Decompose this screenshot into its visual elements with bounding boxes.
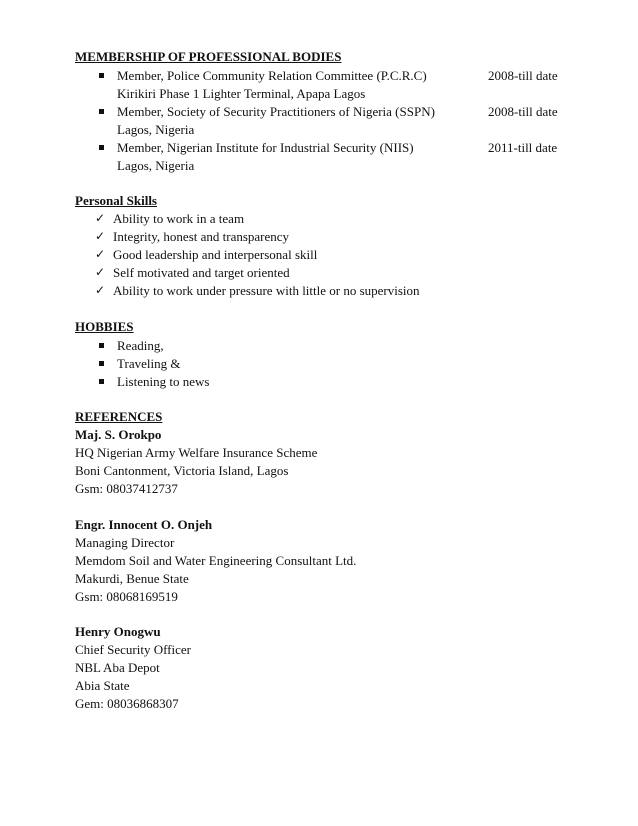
membership-item-1-line1: Member, Police Community Relation Committee (P.C.R.C)	[117, 68, 427, 83]
membership-item-3-line2: Lagos, Nigeria	[117, 158, 195, 173]
membership-item-1-line2: Kirikiri Phase 1 Lighter Terminal, Apapa Lagos	[117, 86, 366, 101]
skills-heading: Personal Skills	[75, 193, 157, 208]
reference-3-name: Henry Onogwu	[75, 624, 161, 639]
reference-3-phone: Gem: 08036868307	[75, 696, 179, 711]
membership-heading: MEMBERSHIP OF PROFESSIONAL BODIES	[75, 49, 342, 64]
membership-item-2-line1: Member, Society of Security Practitioners of Nigeria (SSPN)	[117, 104, 435, 119]
skill-item: Good leadership and interpersonal skill	[113, 247, 318, 262]
checkmark-icon: ✓	[95, 283, 106, 297]
bullet-icon	[99, 379, 104, 384]
skill-item: Ability to work in a team	[113, 211, 245, 226]
reference-2-line: Managing Director	[75, 535, 175, 550]
reference-3-line: Abia State	[75, 678, 130, 693]
checkmark-icon: ✓	[95, 211, 106, 225]
skill-item: Integrity, honest and transparency	[113, 229, 290, 244]
bullet-icon	[99, 109, 104, 114]
checkmark-icon: ✓	[95, 247, 106, 261]
reference-2-phone: Gsm: 08068169519	[75, 589, 178, 604]
membership-item-2-line2: Lagos, Nigeria	[117, 122, 195, 137]
references-heading: REFERENCES	[75, 409, 163, 424]
hobby-item: Reading,	[117, 338, 164, 353]
reference-1-line: Boni Cantonment, Victoria Island, Lagos	[75, 463, 289, 478]
checkmark-icon: ✓	[95, 265, 106, 279]
bullet-icon	[99, 73, 104, 78]
reference-2-line: Memdom Soil and Water Engineering Consultant Ltd.	[75, 553, 357, 568]
membership-item-2-date: 2008-till date	[488, 104, 558, 119]
hobby-item: Listening to news	[117, 374, 210, 389]
membership-item-3-date: 2011-till date	[488, 140, 558, 155]
membership-item-3-line1: Member, Nigerian Institute for Industrial Security (NIIS)	[117, 140, 414, 155]
checkmark-icon: ✓	[95, 229, 106, 243]
reference-2-name: Engr. Innocent O. Onjeh	[75, 517, 213, 532]
reference-1-name: Maj. S. Orokpo	[75, 427, 162, 442]
reference-3-line: Chief Security Officer	[75, 642, 191, 657]
bullet-icon	[99, 145, 104, 150]
bullet-icon	[99, 343, 104, 348]
skill-item: Ability to work under pressure with little or no supervision	[113, 283, 420, 298]
skill-item: Self motivated and target oriented	[113, 265, 290, 280]
membership-item-1-date: 2008-till date	[488, 68, 558, 83]
reference-2-line: Makurdi, Benue State	[75, 571, 189, 586]
hobby-item: Traveling &	[117, 356, 181, 371]
bullet-icon	[99, 361, 104, 366]
reference-1-phone: Gsm: 08037412737	[75, 481, 178, 496]
reference-3-line: NBL Aba Depot	[75, 660, 160, 675]
reference-1-line: HQ Nigerian Army Welfare Insurance Scheme	[75, 445, 318, 460]
hobbies-heading: HOBBIES	[75, 319, 134, 334]
